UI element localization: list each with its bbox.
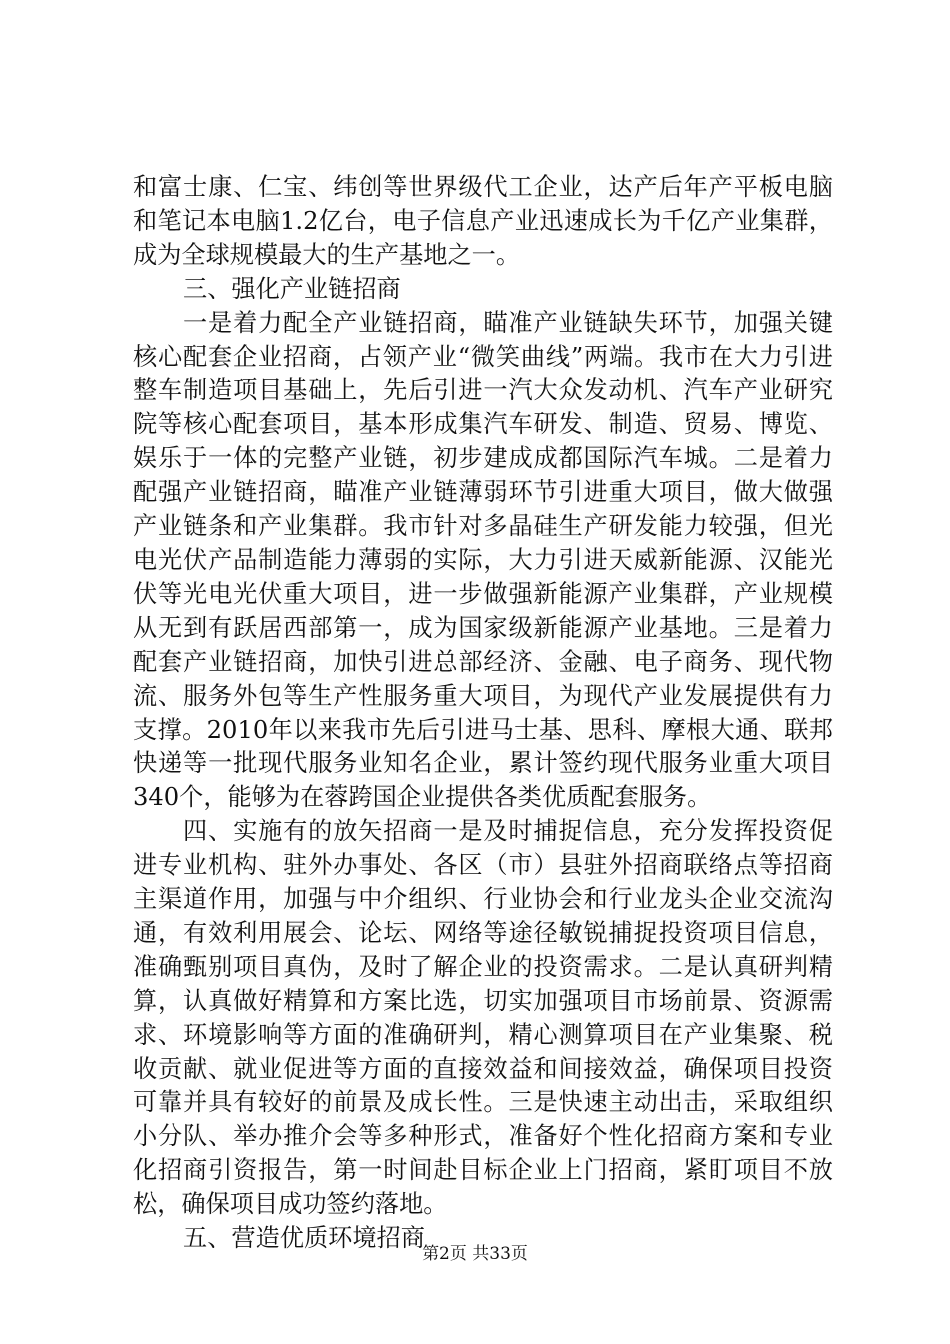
section-heading-5: 五、营造优质环境招商 [183, 1224, 425, 1253]
page-number-label: 第2页 共33页 [422, 1244, 528, 1264]
paragraph-industry-chain: 一是着力配全产业链招商，瞄准产业链缺失环节，加强关键核心配套企业招商，占领产业“微笑曲线”两端。我市在大力引进整车制造项目基础上，先后引进一汽大众发动机、汽车产业研究院等核心配套项目，基本形成集汽车研发、制造、贸易、博览、娱乐于一体的完整产业链，初步建成成都国际汽车城。二是着力配强产业链招商，瞄准产业链薄弱环节引进重大项目，做大做强产业链条和产业集群。我市针对多晶硅生产研发能力较强，但光电光伏产品制造能力薄弱的实际，大力引进天威新能源、汉能光伏等光电光伏重大项目，进一步做强新能源产业集群，产业规模从无到有跃居西部第一，成为国家级新能源产业基地。三是着力配套产业链招商，加快引进总部经济、金融、电子商务、现代物流、服务外包等生产性服务重大项目，为现代产业发展提供有力支撑。2010年以来我市先后引进马士基、思科、摩根大通、联邦快递等一批现代服务业知名企业，累计签约现代服务业重大项目340个，能够为在蓉跨国企业提供各类优质配套服务。 [133, 308, 833, 812]
page-footer [0, 1243, 950, 1265]
paragraph-continuation: 和富士康、仁宝、纬创等世界级代工企业，达产后年产平板电脑和笔记本电脑1.2亿台，电子信息产业迅速成长为千亿产业集群，成为全球规模最大的生产基地之一。 [133, 173, 833, 269]
document-body [133, 171, 833, 1256]
section-heading-3: 三、强化产业链招商 [183, 274, 401, 303]
paragraph-targeted-investment: 四、实施有的放矢招商一是及时捕捉信息，充分发挥投资促进专业机构、驻外办事处、各区（市）县驻外招商联络点等招商主渠道作用，加强与中介组织、行业协会和行业龙头企业交流沟通，有效利用展会、论坛、网络等途径敏锐捕捉投资项目信息，准确甄别项目真伪，及时了解企业的投资需求。二是认真研判精算，认真做好精算和方案比选，切实加强项目市场前景、资源需求、环境影响等方面的准确研判，精心测算项目在产业集聚、税收贡献、就业促进等方面的直接效益和间接效益，确保项目投资可靠并具有较好的前景及成长性。三是快速主动出击，采取组织小分队、举办推介会等多种形式，准备好个性化招商方案和专业化招商引资报告，第一时间赴目标企业上门招商，紧盯项目不放松，确保项目成功签约落地。 [133, 817, 833, 1219]
